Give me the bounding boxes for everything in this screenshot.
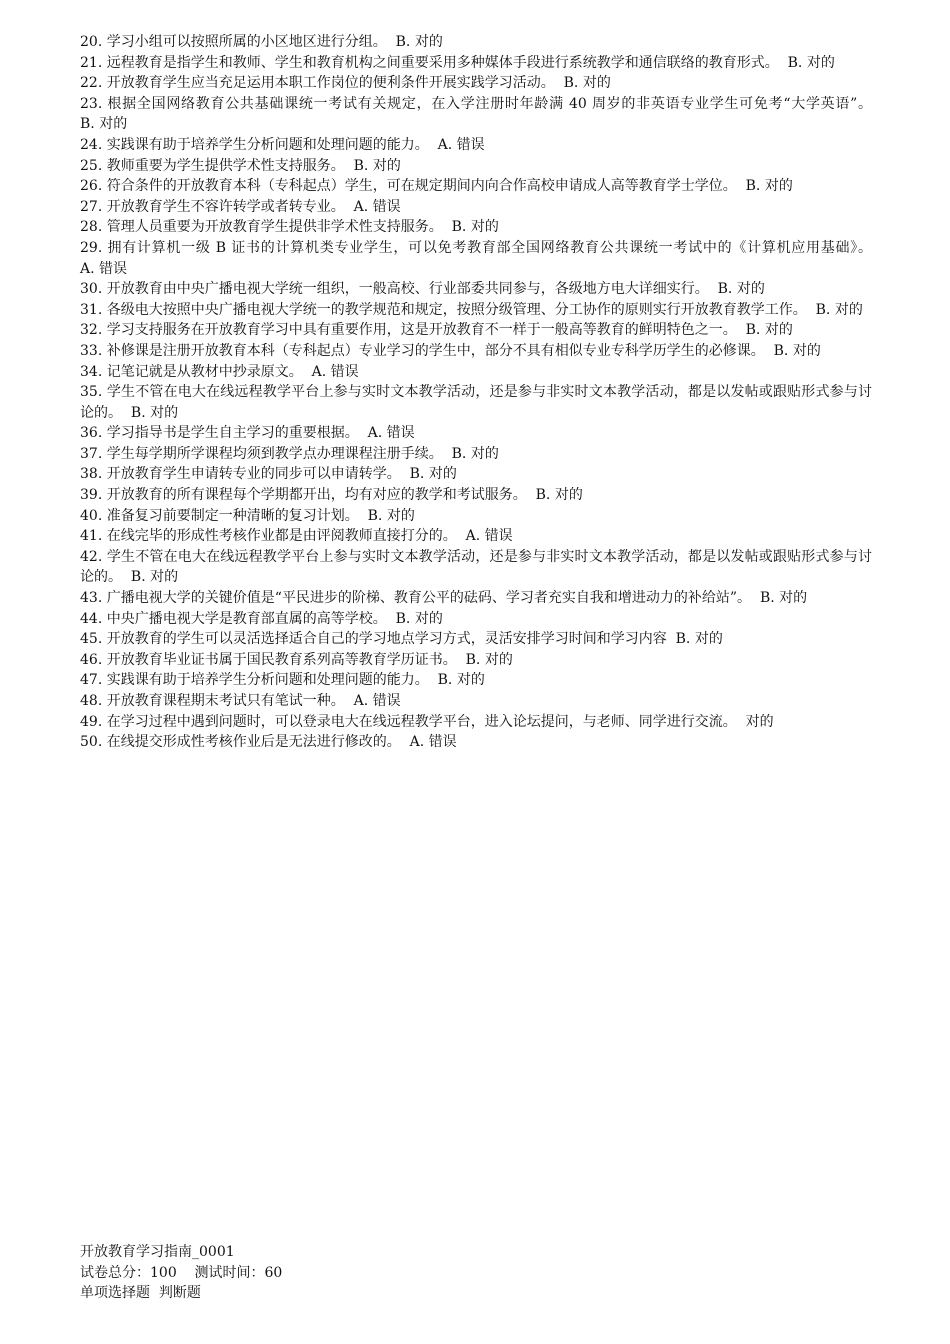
question-item — [80, 135, 872, 156]
question-answer: A. 错误 — [353, 693, 401, 709]
question-text: 44. 中央广播电视大学是教育部直属的高等学校。 — [80, 610, 387, 627]
question-text: 42. 学生不管在电大在线远程教学平台上参与实时文本教学活动，还是参与非实时文本教学活动，都是以发帖或跟贴形式参与讨论的。 — [80, 548, 872, 586]
question-answer: A. 错误 — [367, 425, 415, 442]
question-text: 41. 在线完毕的形成性考核作业都是由评阅教师直接打分的。 — [80, 528, 457, 545]
question-answer: B. 对的 — [745, 322, 793, 339]
question-item — [80, 300, 872, 321]
question-item — [80, 506, 872, 527]
question-answer: A. 错误 — [311, 363, 359, 380]
question-text: 27. 开放教育学生不容许转学或者转专业。 — [80, 198, 345, 215]
question-answer: A. 错误 — [353, 198, 401, 215]
exam-info — [80, 1242, 872, 1304]
question-item — [80, 691, 872, 712]
question-item — [80, 94, 872, 135]
question-item — [80, 362, 872, 383]
question-item — [80, 73, 872, 94]
question-text: 24. 实践课有助于培养学生分析问题和处理问题的能力。 — [80, 136, 429, 153]
question-item — [80, 629, 872, 650]
question-answer: B. 对的 — [353, 157, 401, 174]
question-answer: 对的 — [745, 713, 774, 730]
question-item — [80, 464, 872, 485]
question-answer: B. 对的 — [675, 631, 723, 648]
question-item — [80, 588, 872, 609]
question-text: 49. 在学习过程中遇到问题时，可以登录电大在线远程教学平台，进入论坛提问，与老师、同学进行交流。 — [80, 713, 737, 730]
question-item — [80, 341, 872, 362]
question-item — [80, 732, 872, 753]
question-text: 26. 符合条件的开放教育本科（专科起点）学生，可在规定期间内向合作高校申请成人高等教育学士学位。 — [80, 178, 737, 195]
question-text: 39. 开放教育的所有课程每个学期都开出，均有对应的教学和考试服务。 — [80, 487, 527, 504]
question-answer: B. 对的 — [451, 445, 499, 462]
question-answer: A. 错误 — [409, 734, 457, 751]
question-text: 36. 学习指导书是学生自主学习的重要根据。 — [80, 425, 359, 442]
question-item — [80, 526, 872, 547]
question-answer: B. 对的 — [773, 342, 821, 359]
question-answer: B. 对的 — [745, 178, 793, 195]
question-text: 28. 管理人员重要为开放教育学生提供非学术性支持服务。 — [80, 219, 443, 236]
question-text: 37. 学生每学期所学课程均须到教学点办理课程注册手续。 — [80, 445, 443, 462]
question-text: 32. 学习支持服务在开放教育学习中具有重要作用，这是开放教育不一样于一般高等教育的鲜明特色之一。 — [80, 322, 737, 339]
question-item — [80, 156, 872, 177]
question-text: 21. 远程教育是指学生和教师、学生和教育机构之间重要采用多种媒体手段进行系统教学和通信联络的教育形式。 — [80, 54, 779, 71]
question-text: 22. 开放教育学生应当充足运用本职工作岗位的便利条件开展实践学习活动。 — [80, 75, 555, 92]
question-item — [80, 238, 872, 279]
question-item — [80, 650, 872, 671]
question-text: 34. 记笔记就是从教材中抄录原文。 — [80, 363, 303, 380]
question-answer: B. 对的 — [787, 54, 835, 71]
question-answer: A. 错误 — [465, 528, 513, 545]
question-list — [80, 32, 872, 753]
question-text: 47. 实践课有助于培养学生分析问题和处理问题的能力。 — [80, 672, 429, 689]
question-text: 31. 各级电大按照中央广播电视大学统一的教学规范和规定，按照分级管理、分工协作的原则实行开放教育教学工作。 — [80, 301, 807, 318]
question-item — [80, 279, 872, 300]
question-text: 38. 开放教育学生申请转专业的同步可以申请转学。 — [80, 466, 401, 483]
question-answer: B. 对的 — [80, 116, 128, 133]
question-item — [80, 547, 872, 588]
question-answer: B. 对的 — [465, 651, 513, 668]
question-answer: B. 对的 — [409, 466, 457, 483]
question-answer: B. 对的 — [815, 301, 863, 318]
question-item — [80, 217, 872, 238]
question-item — [80, 712, 872, 733]
exam-score-time: 试卷总分：100 测试时间：60 — [80, 1264, 283, 1281]
question-text: 45. 开放教育的学生可以灵活选择适合自己的学习地点学习方式，灵活安排学习时间和学习内容 — [80, 631, 667, 648]
question-text: 35. 学生不管在电大在线远程教学平台上参与实时文本教学活动，还是参与非实时文本教学活动，都是以发帖或跟贴形式参与讨论的。 — [80, 384, 872, 421]
question-answer: B. 对的 — [437, 672, 485, 689]
question-answer: B. 对的 — [535, 487, 583, 504]
question-answer: B. 对的 — [563, 75, 611, 92]
question-answer: B. 对的 — [367, 507, 415, 524]
question-answer: B. 对的 — [451, 219, 499, 236]
question-item — [80, 423, 872, 444]
question-item — [80, 176, 872, 197]
question-text: 46. 开放教育毕业证书属于国民教育系列高等教育学历证书。 — [80, 651, 457, 668]
question-item — [80, 197, 872, 218]
question-text: 23. 根据全国网络教育公共基础课统一考试有关规定，在入学注册时年龄满 40 周岁的非英语专业学生可免考“大学英语”。 — [80, 95, 872, 112]
question-text: 20. 学习小组可以按照所属的小区地区进行分组。 — [80, 34, 387, 50]
question-text: 33. 补修课是注册开放教育本科（专科起点）专业学习的学生中，部分不具有相似专业专科学历学生的必修课。 — [80, 342, 765, 359]
question-text: 29. 拥有计算机一级 B 证书的计算机类专业学生，可以免考教育部全国网络教育公共课统一考试中的《计算机应用基础》。 — [80, 239, 872, 256]
question-answer: B. 对的 — [130, 569, 179, 586]
question-text: 40. 准备复习前要制定一种清晰的复习计划。 — [80, 507, 359, 524]
question-text: 43. 广播电视大学的关键价值是“平民进步的阶梯、教育公平的砝码、学习者充实自我和增进动力的补给站”。 — [80, 590, 752, 607]
question-item — [80, 444, 872, 465]
question-answer: B. 对的 — [395, 34, 443, 50]
question-item — [80, 320, 872, 341]
question-answer: A. 错误 — [437, 136, 485, 153]
question-item — [80, 382, 872, 423]
question-text: 25. 教师重要为学生提供学术性支持服务。 — [80, 157, 345, 174]
question-answer: B. 对的 — [130, 404, 179, 421]
question-answer: B. 对的 — [717, 281, 765, 298]
question-answer: A. 错误 — [80, 260, 128, 277]
question-answer: B. 对的 — [759, 590, 808, 607]
exam-question-types: 单项选择题 判断题 — [80, 1285, 201, 1301]
question-item — [80, 32, 872, 53]
question-text: 30. 开放教育由中央广播电视大学统一组织，一般高校、行业部委共同参与，各级地方电大详细实行。 — [80, 281, 709, 298]
exam-title: 开放教育学习指南_0001 — [80, 1244, 235, 1260]
question-item — [80, 609, 872, 630]
question-item — [80, 670, 872, 691]
question-text: 50. 在线提交形成性考核作业后是无法进行修改的。 — [80, 734, 401, 751]
question-text: 48. 开放教育课程期末考试只有笔试一种。 — [80, 693, 345, 709]
question-item — [80, 53, 872, 74]
question-item — [80, 485, 872, 506]
question-answer: B. 对的 — [395, 610, 443, 627]
